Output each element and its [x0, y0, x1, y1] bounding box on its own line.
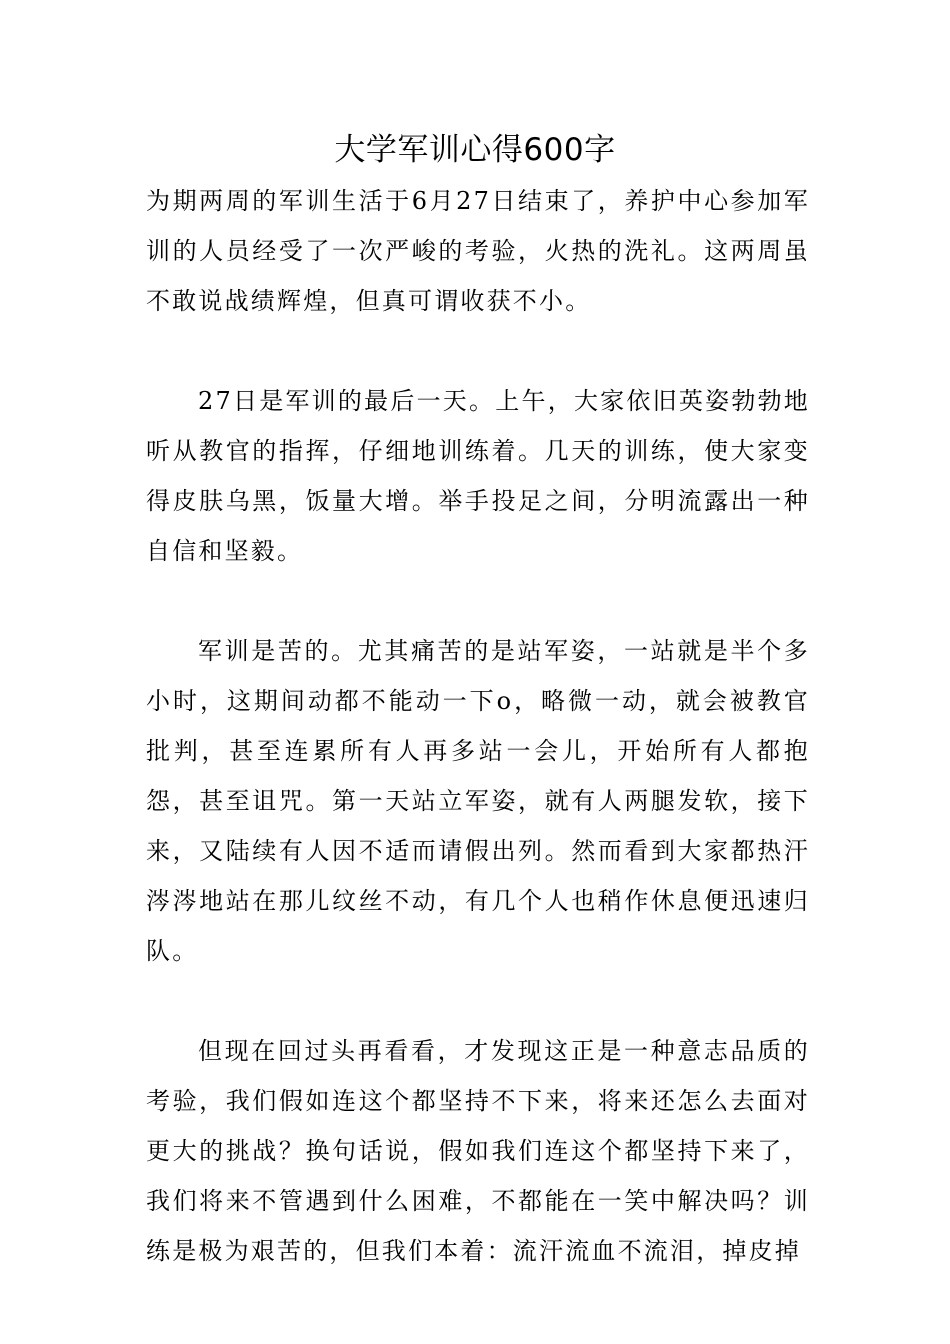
paragraph-gap — [146, 326, 810, 376]
document-title: 大学军训心得600字 — [334, 132, 616, 168]
paragraph-2: 27日是军训的最后一天。上午，大家依旧英姿勃勃地听从教官的指挥，仔细地训练着。几天的训练，使大家变得皮肤乌黑，饭量大增。举手投足之间，分明流露出一种自信和坚毅。 — [146, 387, 810, 565]
document-body — [146, 176, 810, 1276]
paragraph-1: 为期两周的军训生活于6月27日结束了，养护中心参加军训的人员经受了一次严峻的考验，火热的洗礼。这两周虽不敢说战绩辉煌，但真可谓收获不小。 — [146, 187, 810, 315]
paragraph-gap — [146, 576, 810, 626]
paragraph-3: 军训是苦的。尤其痛苦的是站军姿，一站就是半个多小时，这期间动都不能动一下o，略微一动，就会被教官批判，甚至连累所有人再多站一会儿，开始所有人都抱怨，甚至诅咒。第一天站立军姿，就有人两腿发软，接下来，又陆续有人因不适而请假出列。然而看到大家都热汗涔涔地站在那儿纹丝不动，有几个人也稍作休息便迅速归队。 — [146, 637, 810, 965]
paragraph-4: 但现在回过头再看看，才发现这正是一种意志品质的考验，我们假如连这个都坚持不下来，将来还怎么去面对更大的挑战？换句话说，假如我们连这个都坚持下来了，我们将来不管遇到什么困难，不都能在一笑中解决吗？训练是极为艰苦的，但我们本着：流汗流血不流泪，掉皮掉 — [146, 1037, 810, 1265]
paragraph-gap — [146, 976, 810, 1026]
